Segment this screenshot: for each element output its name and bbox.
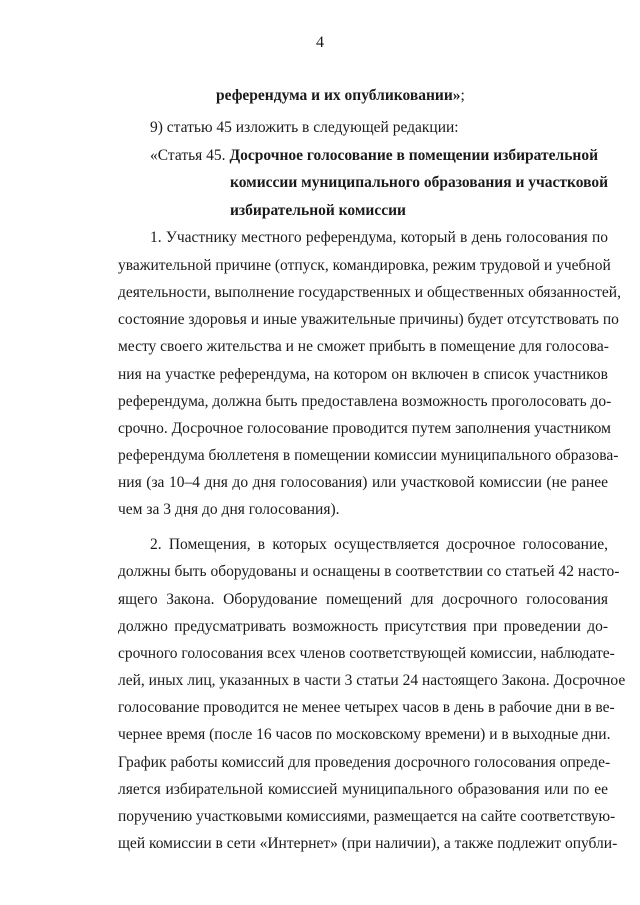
paragraph-1-line: деятельности, выполнение государственных и общественных обязанностей, [118,284,621,301]
paragraph-2-line: поручению участковыми комиссиями, размещается на сайте соответствую- [118,808,616,825]
paragraph-2-line: голосование проводится не менее четырех часов в день в рабочие дни в ве- [118,699,615,716]
paragraph-1-line: уважительной причине (отпуск, командировка, режим трудовой и учебной [118,257,611,274]
paragraph-1-line: месту своего жительства и не сможет прибыть в помещение для голосова- [118,338,609,355]
paragraph-2-line: срочного голосования всех членов соответствующей комиссии, наблюдате- [118,645,615,662]
item-9-text: 9) статью 45 изложить в следующей редакции: [150,119,459,136]
paragraph-1-line: референдума, должна быть предоставлена возможность проголосовать до- [118,393,612,410]
paragraph-2-line: должно предусматривать возможность присутствия при проведении до- [118,618,608,635]
article-title-line-1: Досрочное голосование в помещении избирательной [229,147,599,164]
article-heading-line-1 [150,146,598,166]
paragraph-1-line: 1. Участнику местного референдума, который в день голосования по [150,229,608,246]
paragraph-1-line: референдума бюллетеня в помещении комиссии муниципального образова- [118,447,619,464]
paragraph-2-line: График работы комиссий для проведения досрочного голосования опреде- [118,754,611,771]
paragraph-2-line: 2. Помещения, в которых осуществляется досрочное голосование, [150,536,608,553]
paragraph-1-line: ния на участке референдума, на котором он включен в список участников [118,366,608,383]
paragraph-2-line: чернее время (после 16 часов по московскому времени) и в выходные дни. [118,726,611,743]
article-title-line-2: комиссии муниципального образования и участковой [230,174,609,191]
paragraph-1-line: срочно. Досрочное голосование проводится путем заполнения участником [118,420,611,437]
paragraph-1-line: ния (за 10–4 дня до дня голосования) или участковой комиссии (не ранее [118,474,608,491]
paragraph-2-line: должны быть оборудованы и оснащены в соответствии со статьей 42 насто- [118,563,620,580]
header-fragment-bold: референдума и их опубликовании» [216,87,461,104]
article-title-line-3: избирательной комиссии [230,202,406,219]
page-number: 4 [316,34,324,51]
paragraph-1-line: чем за 3 дня до дня голосования). [118,501,340,518]
paragraph-2-line: лей, иных лиц, указанных в части 3 статьи 24 настоящего Закона. Досрочное [118,672,626,689]
paragraph-2-line: щей комиссии в сети «Интернет» (при наличии), а также подлежит опубли- [118,835,618,852]
paragraph-2-line: ляется избирательной комиссией муниципального образования или по ее [118,781,608,798]
paragraph-1-line: состояние здоровья и иные уважительные причины) будет отсутствовать по [118,311,619,328]
paragraph-2-line: ящего Закона. Оборудование помещений для досрочного голосования [118,591,608,608]
article-prefix: «Статья 45. [150,147,230,164]
header-fragment-tail: ; [460,87,465,104]
header-fragment-line [216,86,465,106]
